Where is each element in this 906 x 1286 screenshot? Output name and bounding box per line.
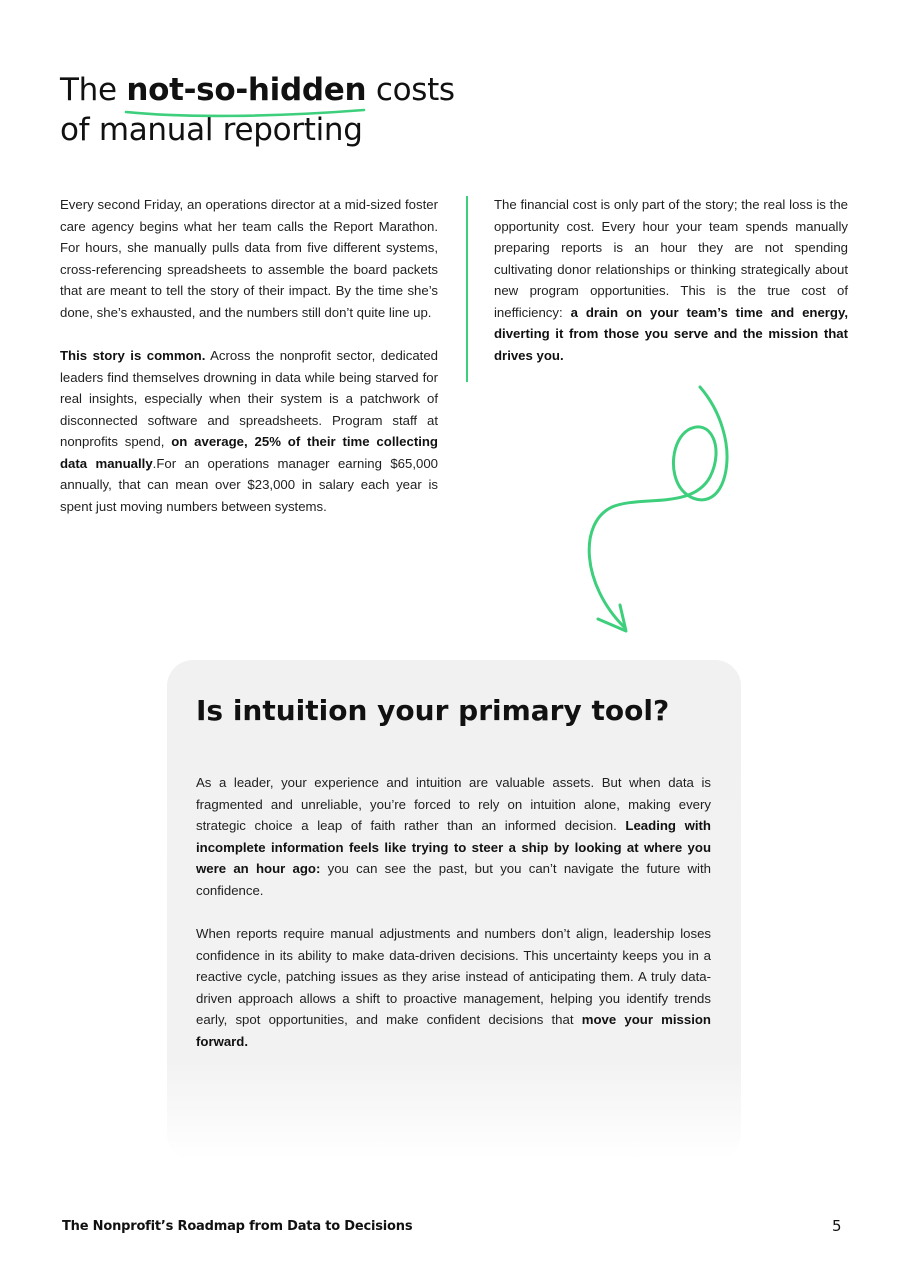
page-heading — [60, 70, 480, 150]
left-p2-bold2: on average, 25% of their time collecting data manually — [60, 434, 438, 471]
heading-highlight — [126, 70, 366, 110]
right-p1-text: The financial cost is only part of the story; the real loss is the opportunity cost. Every hour your team spends manually preparing reports is an hour they are not spending cultivating donor relationships or thinking strategically about new program opportunities. This is the true cost of inefficiency: — [494, 197, 848, 320]
footer-title: The Nonprofit’s Roadmap from Data to Decisions — [62, 1219, 413, 1234]
squiggle-arrow-icon — [560, 385, 740, 650]
callout-paragraph-1 — [196, 772, 711, 901]
callout-paragraph-2 — [196, 923, 711, 1052]
callout-p2-text: When reports require manual adjustments and numbers don’t align, leadership loses confidence in its ability to make data-driven decisions. This uncertainty keeps you in a reactive cycle, patching issues as they arise instead of anticipating them. A truly data-driven approach allows a shift to proactive management, helping you identify trends early, spot opportunities, and make confident decisions that — [196, 926, 711, 1027]
callout-p1-text: As a leader, your experience and intuition are valuable assets. But when data is fragmented and unreliable, you’re forced to rely on intuition alone, making every strategic choice a leap of faith rather than an informed decision. — [196, 775, 711, 833]
callout-p1-bold: Leading with incomplete information feels like trying to steer a ship by looking at where you were an hour ago: — [196, 818, 711, 876]
heading-line2: of manual reporting — [60, 112, 363, 148]
callout-body — [196, 772, 711, 1074]
callout-title: Is intuition your primary tool? — [196, 694, 670, 727]
heading-prefix: The — [60, 72, 127, 108]
left-column — [60, 194, 438, 539]
callout-p1-text2: you can see the past, but you can’t navigate the future with confidence. — [196, 861, 711, 898]
heading-suffix: costs — [366, 72, 455, 108]
left-p2-text2: .For an operations manager earning $65,000 annually, that can mean over $23,000 in salary each year is spent just moving numbers between systems. — [60, 455, 438, 514]
callout-p2-bold: move your mission forward. — [196, 1012, 711, 1049]
right-p1-bold: a drain on your team’s time and energy, diverting it from those you serve and the mission that drives you. — [494, 304, 848, 363]
column-divider — [466, 196, 468, 382]
page-number: 5 — [832, 1217, 842, 1235]
right-column — [494, 194, 848, 388]
left-p1-text: Every second Friday, an operations director at a mid-sized foster care agency begins what her team calls the Report Marathon. For hours, she manually pulls data from five different systems, cross-referencing spreadsheets to assemble the board packets that are meant to tell the story of their impact. By the time she’s done, she’s exhausted, and the numbers still don’t quite line up. — [60, 197, 438, 320]
left-p2-bold: This story is common. — [60, 348, 206, 363]
left-paragraph-1 — [60, 194, 438, 323]
heading-highlight-text: not-so-hidden — [126, 72, 367, 108]
left-p2-text: Across the nonprofit sector, dedicated leaders find themselves drowning in data while being starved for real insights, especially when their system is a patchwork of disconnected software and spreadsheets. Program staff at nonprofits spend, — [60, 348, 439, 449]
right-paragraph-1 — [494, 194, 848, 366]
left-paragraph-2 — [60, 345, 438, 517]
